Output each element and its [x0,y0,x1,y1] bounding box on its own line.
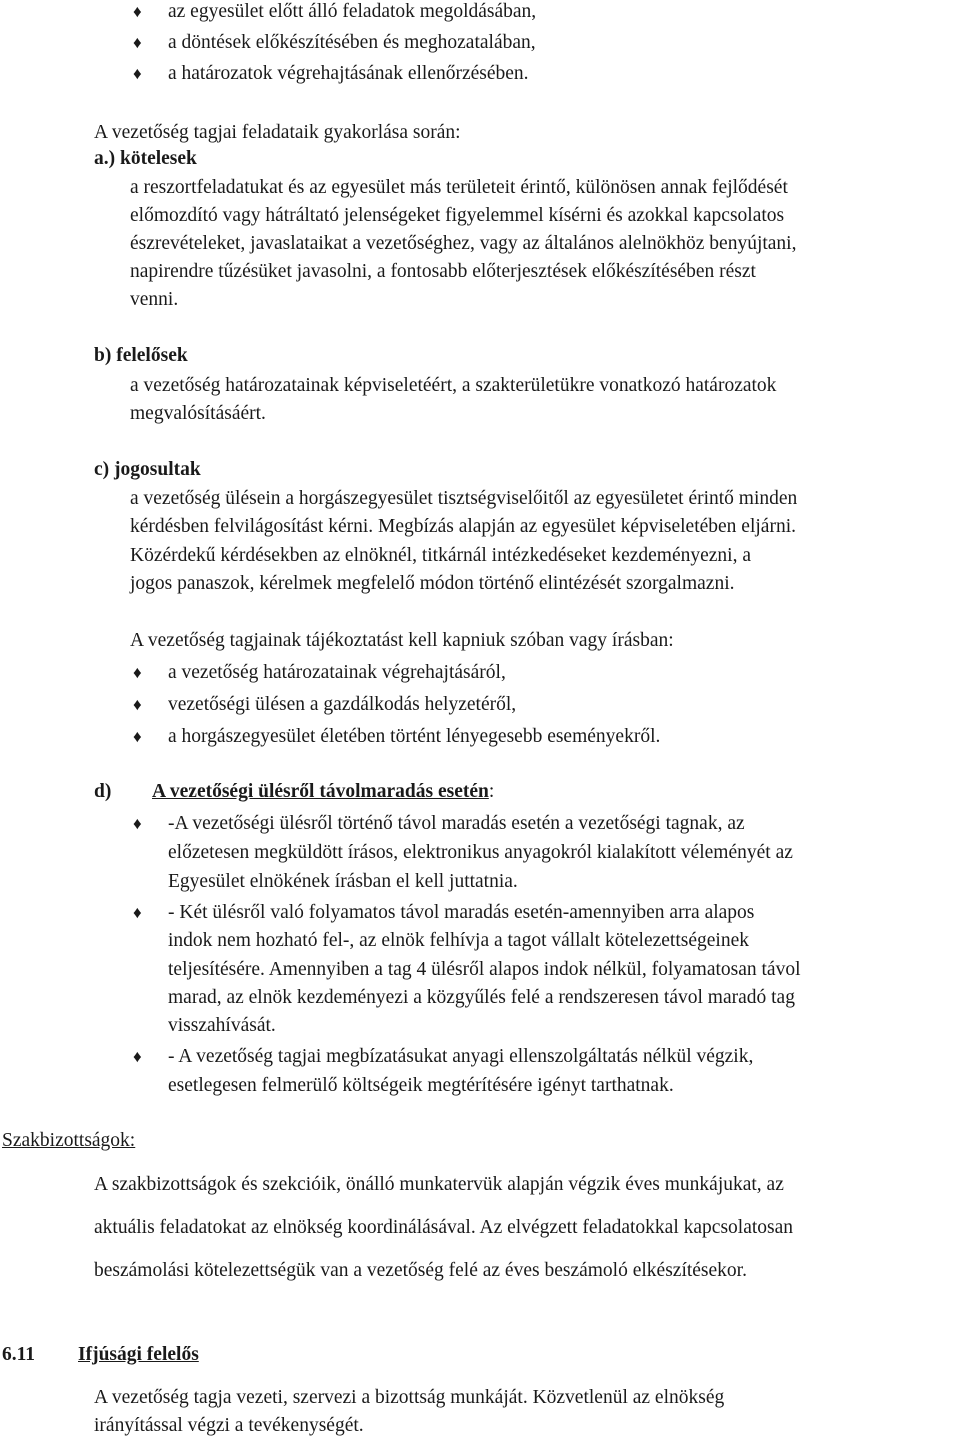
section-c-line: Közérdekű kérdésekben az elnöknél, titkárnál intézkedéseket kezdeményezni, a [130,545,751,566]
section-a-heading: a.) kötelesek [94,148,197,169]
section-d-line: -A vezetőségi ülésről történő távol maradás esetén a vezetőségi tagnak, az [168,813,745,834]
list-item: az egyesület előtt álló feladatok megoldásában, [168,1,537,22]
diamond-bullet-icon: ♦ [133,1047,142,1066]
section-d-label: d) [94,781,112,802]
diamond-bullet-icon: ♦ [133,2,142,21]
diamond-bullet-icon: ♦ [133,695,142,714]
section-c-line: a vezetőség ülésein a horgászegyesület tisztségviselőitől az egyesületet érintő minden [130,488,798,509]
section-d-heading-text: A vezetőségi ülésről távolmaradás esetén [152,781,489,802]
diamond-bullet-icon: ♦ [133,33,142,52]
szakbizottsagok-line: beszámolási kötelezettségük van a vezetőség felé az éves beszámoló elkészítésekor. [94,1260,747,1281]
section-b-line: a vezetőség határozatainak képviseletéért, a szakterületükre vonatkozó határozatok [130,375,777,396]
section-d-line: marad, az elnök kezdeményezi a közgyűlés felé a rendszeresen távol maradó tag [168,987,795,1008]
section-b-heading: b) felelősek [94,345,188,366]
list-item: a vezetőség határozatainak végrehajtásáról, [168,662,506,683]
diamond-bullet-icon: ♦ [133,903,142,922]
list-item: a határozatok végrehajtásának ellenőrzésében. [168,63,529,84]
section-d-line: Egyesület elnökének írásban el kell juttatnia. [168,871,518,892]
szakbizottsagok-line: A szakbizottságok és szekcióik, önálló munkatervük alapján végzik éves munkájukat, az [94,1174,784,1195]
section-611-number: 6.11 [2,1344,36,1365]
section-c-line: jogos panaszok, kérelmek megfelelő módon történő elintézését szorgalmazni. [130,573,735,594]
section-d-line: teljesítésére. Amennyiben a tag 4 ülésről alapos indok nélkül, folyamatosan távol [168,959,801,980]
section-611-title: Ifjúsági felelős [78,1344,199,1365]
section-a-line: venni. [130,289,179,310]
diamond-bullet-icon: ♦ [133,814,142,833]
szakbizottsagok-heading: Szakbizottságok: [2,1130,136,1151]
section-611-line: A vezetőség tagja vezeti, szervezi a bizottság munkáját. Közvetlenül az elnökség [94,1387,725,1408]
section-d-line: esetlegesen felmerülő költségeik megtérítésére igényt tarthatnak. [168,1075,674,1096]
section-611-line: irányítással végzi a tevékenységét. [94,1415,364,1436]
list-item: a horgászegyesület életében történt lényegesebb eseményekről. [168,726,661,747]
section-d-line: előzetesen megküldött írásos, elektronikus anyagokról kialakított véleményét az [168,842,793,863]
diamond-bullet-icon: ♦ [133,727,142,746]
intro-text: A vezetőség tagjai feladataik gyakorlása során: [94,122,461,143]
list-item: a döntések előkészítésében és meghozatalában, [168,32,536,53]
szakbizottsagok-line: aktuális feladatokat az elnökség koordinálásával. Az elvégzett feladatokkal kapcsolatosan [94,1217,794,1238]
section-a-line: napirendre tűzésüket javasolni, a fontosabb előterjesztések előkészítésében részt [130,261,756,282]
section-d-line: visszahívását. [168,1015,276,1036]
section-b-line: megvalósításáért. [130,403,266,424]
section-c-heading: c) jogosultak [94,459,201,480]
diamond-bullet-icon: ♦ [133,663,142,682]
list-item: vezetőségi ülésen a gazdálkodás helyzetéről, [168,694,517,715]
section-d-line: - A vezetőség tagjai megbízatásukat anyagi ellenszolgáltatás nélkül végzik, [168,1046,754,1067]
section-d-line: - Két ülésről való folyamatos távol maradás esetén-amennyiben arra alapos [168,902,755,923]
section-d-line: indok nem hozható fel-, az elnök felhívja a tagot vállalt kötelezettségeinek [168,930,749,951]
section-a-line: a reszortfeladatukat és az egyesület más területeit érintő, különösen annak fejlődését [130,177,788,198]
section-d-heading [152,778,494,806]
section-d-colon: : [488,781,495,802]
section-c-line: kérdésben felvilágosítást kérni. Megbízás alapján az egyesület képviseletében eljárni. [130,516,796,537]
diamond-bullet-icon: ♦ [133,64,142,83]
section-a-line: előmozdító vagy hátráltató jelenségeket figyelemmel kísérni és azokkal kapcsolatos [130,205,785,226]
section-a-line: észrevételeket, javaslataikat a vezetőséghez, vagy az általános alelnökhöz benyújtani, [130,233,797,254]
info-intro: A vezetőség tagjainak tájékoztatást kell kapniuk szóban vagy írásban: [130,630,674,651]
